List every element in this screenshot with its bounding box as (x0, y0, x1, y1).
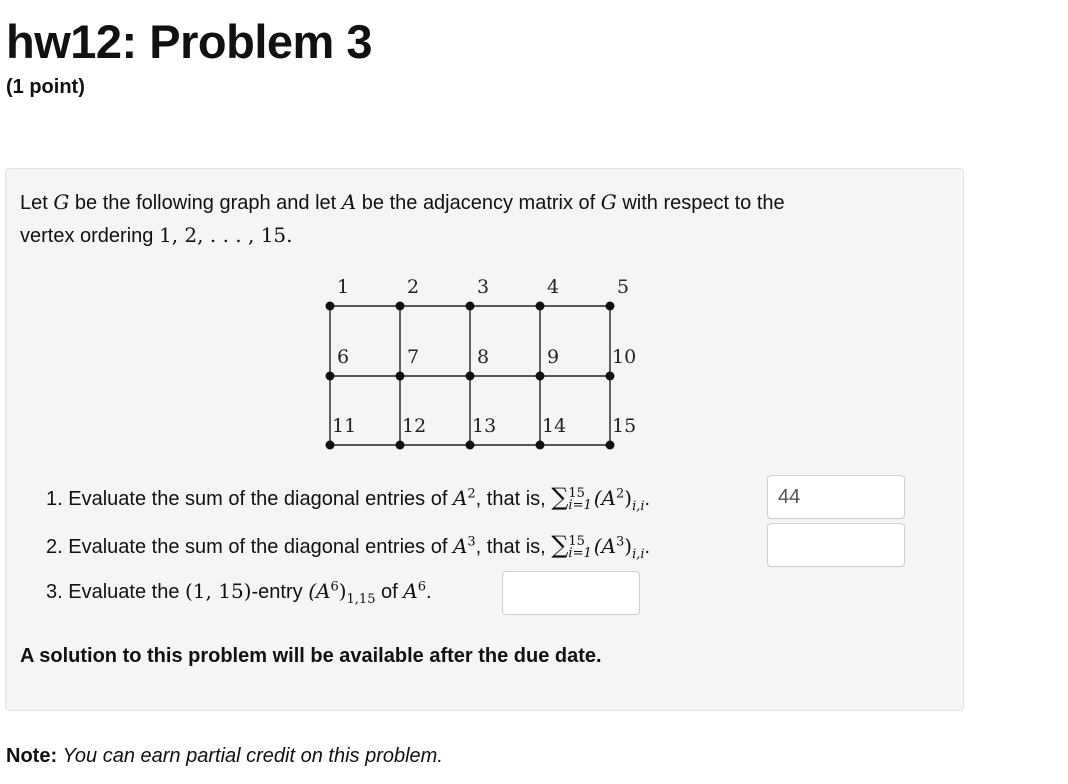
vertex-label-11: 11 (332, 415, 357, 437)
question-2-sum-bottom: i=1 (568, 545, 592, 561)
vertex-label-1: 1 (337, 276, 350, 298)
vertex-label-10: 10 (612, 346, 637, 368)
question-1 (46, 483, 650, 514)
intro-text-1: Let (20, 192, 54, 214)
vertex-1 (326, 302, 335, 311)
vertex-label-3: 3 (477, 276, 490, 298)
question-3-period: . (426, 581, 432, 603)
question-1-sum-close: ) (624, 486, 633, 510)
question-2-text: Evaluate the sum of the diagonal entries of (68, 536, 453, 558)
graph-vertex-labels (332, 276, 636, 437)
question-3-entry-expr: (A (308, 579, 331, 603)
question-3-text3: of (375, 581, 404, 603)
vertex-10 (606, 372, 615, 381)
question-2-sum-top: 15 (568, 533, 585, 549)
question-3-entry-sub: 1,15 (346, 592, 376, 607)
question-2-sum-exp: 3 (615, 534, 625, 550)
question-3-math: A (403, 579, 418, 603)
math-A: A (341, 190, 357, 214)
question-3-text: Evaluate the (68, 581, 185, 603)
vertex-6 (326, 372, 335, 381)
question-3-entry-close: ) (338, 579, 347, 603)
vertex-9 (536, 372, 545, 381)
intro-text-5: vertex ordering (20, 225, 159, 247)
vertex-15 (606, 441, 615, 450)
vertex-7 (396, 372, 405, 381)
vertex-2 (396, 302, 405, 311)
vertex-12 (396, 441, 405, 450)
question-1-sum-limits (568, 485, 592, 513)
question-3-entry-exp: 6 (330, 579, 339, 595)
sum-symbol-icon: ∑ (551, 531, 569, 559)
question-3-entry: (1, 15) (185, 579, 252, 603)
vertex-label-13: 13 (472, 415, 497, 437)
partial-credit-note (6, 745, 443, 768)
question-2-period: . (644, 536, 651, 558)
intro-text-4: with respect to the (616, 192, 785, 214)
answer-input-2[interactable] (767, 523, 905, 567)
intro-text-2: be the following graph and let (69, 192, 342, 214)
question-1-text2: , that is, (475, 488, 552, 510)
question-2-number: 2. (46, 536, 63, 558)
question-3-number: 3. (46, 581, 63, 603)
question-1-text: Evaluate the sum of the diagonal entries of (68, 488, 453, 510)
question-2-sum-close: ) (624, 534, 633, 558)
question-1-sum-body: (A (593, 486, 616, 510)
vertex-label-9: 9 (547, 346, 560, 368)
graph-diagram (300, 268, 640, 458)
vertex-13 (466, 441, 475, 450)
question-1-sum-bottom: i=1 (568, 497, 592, 513)
question-1-number: 1. (46, 488, 63, 510)
vertex-label-4: 4 (547, 276, 560, 298)
math-G: G (53, 190, 70, 214)
answer-input-1[interactable] (767, 475, 905, 519)
vertex-label-15: 15 (612, 415, 637, 437)
math-G-2: G (600, 190, 617, 214)
vertex-8 (466, 372, 475, 381)
question-1-sum-exp: 2 (615, 486, 625, 502)
question-2-text2: , that is, (475, 536, 552, 558)
question-2-sum-sub: i,i (632, 547, 645, 562)
problem-intro (20, 186, 940, 252)
points-label: (1 point) (6, 76, 85, 98)
page-title: hw12: Problem 3 (6, 15, 372, 68)
question-3-text2: -entry (251, 581, 309, 603)
vertex-11 (326, 441, 335, 450)
vertex-3 (466, 302, 475, 311)
question-2-exp: 3 (467, 534, 476, 550)
vertex-label-7: 7 (407, 346, 420, 368)
answer-input-3[interactable] (502, 571, 640, 615)
question-1-math: A (452, 486, 468, 510)
vertex-5 (606, 302, 615, 311)
question-1-sum-sub: i,i (632, 499, 645, 514)
vertex-label-12: 12 (402, 415, 427, 437)
question-2-sum-limits (568, 533, 592, 561)
question-1-period: . (644, 488, 651, 510)
vertex-label-2: 2 (407, 276, 420, 298)
vertex-label-5: 5 (617, 276, 630, 298)
vertex-label-6: 6 (337, 346, 350, 368)
vertex-label-14: 14 (542, 415, 567, 437)
vertex-14 (536, 441, 545, 450)
question-2-math: A (452, 534, 468, 558)
vertex-4 (536, 302, 545, 311)
note-text: You can earn partial credit on this problem. (62, 745, 443, 767)
question-2-sum-body: (A (593, 534, 616, 558)
sum-symbol-icon: ∑ (551, 483, 569, 511)
question-2 (46, 531, 650, 562)
solution-note: A solution to this problem will be available after the due date. (20, 645, 602, 667)
vertex-label-8: 8 (477, 346, 490, 368)
intro-text-3: be the adjacency matrix of (356, 192, 601, 214)
question-3-exp: 6 (417, 579, 427, 595)
note-label: Note: (6, 745, 58, 767)
question-1-exp: 2 (467, 486, 476, 502)
question-3 (46, 579, 432, 607)
question-1-sum-top: 15 (568, 485, 585, 501)
vertex-ordering: 1, 2, . . . , 15. (158, 223, 293, 247)
